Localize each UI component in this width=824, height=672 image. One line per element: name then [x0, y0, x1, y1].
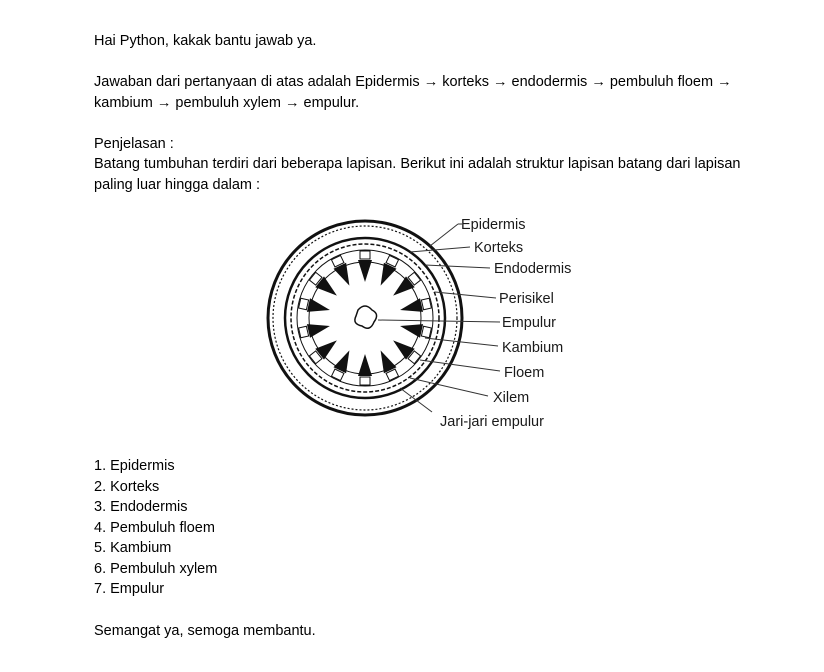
arrow-icon: →: [717, 74, 732, 90]
answer-paragraph: [94, 72, 774, 113]
label-xilem: Xilem: [493, 390, 530, 406]
list-item: 7. Empulur: [94, 581, 165, 597]
answer-step: pembuluh xylem: [175, 94, 281, 111]
answer-step: pembuluh floem: [609, 74, 714, 90]
answer-step: empulur.: [303, 94, 360, 111]
stem-diagram-svg: [260, 210, 590, 440]
arrow-icon: →: [156, 94, 172, 111]
xylem-wedge: [358, 260, 372, 282]
explanation-text: Batang tumbuhan terdiri dari beberapa lapisan. Berikut ini adalah struktur lapisan batang dari lapisan paling luar hingga dalam :: [94, 156, 741, 193]
label-empulur: Empulur: [502, 315, 556, 331]
leader-line-perisikel: [435, 292, 496, 298]
greeting: Hai Python, kakak bantu jawab ya.: [94, 33, 317, 49]
list-item: 5. Kambium: [94, 540, 172, 556]
xylem-wedge: [400, 298, 423, 312]
list-item: 4. Pembuluh floem: [94, 519, 215, 536]
list-item: 2. Korteks: [94, 478, 160, 495]
list-item: 1. Epidermis: [94, 458, 175, 474]
leader-line-endodermis: [425, 265, 490, 268]
label-kambium: Kambium: [502, 340, 564, 356]
pith-center: [355, 306, 377, 328]
closing-text: Semangat ya, semoga membantu.: [94, 623, 316, 639]
label-endodermis: Endodermis: [494, 261, 572, 277]
answer-step: korteks: [442, 74, 489, 90]
answer-prefix: Jawaban dari pertanyaan di atas adalah: [94, 74, 352, 90]
phloem-block: [299, 298, 309, 310]
phloem-block: [299, 326, 309, 338]
list-item: 3. Endodermis: [94, 499, 188, 515]
answer-step: kambium: [94, 94, 153, 111]
phloem-block: [421, 326, 431, 338]
leader-line-korteks: [410, 247, 470, 252]
label-epidermis: Epidermis: [461, 217, 526, 233]
leader-line-epidermis: [430, 224, 458, 246]
arrow-icon: →: [591, 74, 606, 90]
answer-step: Epidermis: [355, 74, 420, 90]
stem-cross-section-diagram: [260, 210, 590, 440]
xylem-wedge: [400, 324, 423, 338]
document-body: [94, 31, 774, 195]
arrow-icon: →: [285, 94, 300, 111]
xylem-wedge: [307, 298, 330, 312]
list-item: 6. Pembuluh xylem: [94, 560, 218, 577]
phloem-block: [360, 377, 370, 385]
leader-line-kambium: [425, 338, 498, 346]
phloem-block: [360, 251, 370, 259]
xylem-wedge: [307, 324, 330, 338]
xylem-wedge: [358, 354, 372, 376]
label-korteks: Korteks: [474, 240, 524, 256]
label-floem: Floem: [504, 365, 545, 381]
arrow-icon: →: [493, 74, 508, 90]
layer-list: [94, 456, 217, 600]
leader-line-floem: [420, 360, 500, 371]
arrow-icon: →: [423, 74, 439, 90]
explanation-heading: Penjelasan :: [94, 135, 174, 152]
phloem-block: [421, 298, 431, 310]
answer-step: endodermis: [511, 74, 588, 90]
leader-line-xilem: [410, 378, 488, 396]
label-perisikel: Perisikel: [499, 291, 554, 307]
label-jari-jari-empulur: Jari-jari empulur: [440, 414, 544, 430]
